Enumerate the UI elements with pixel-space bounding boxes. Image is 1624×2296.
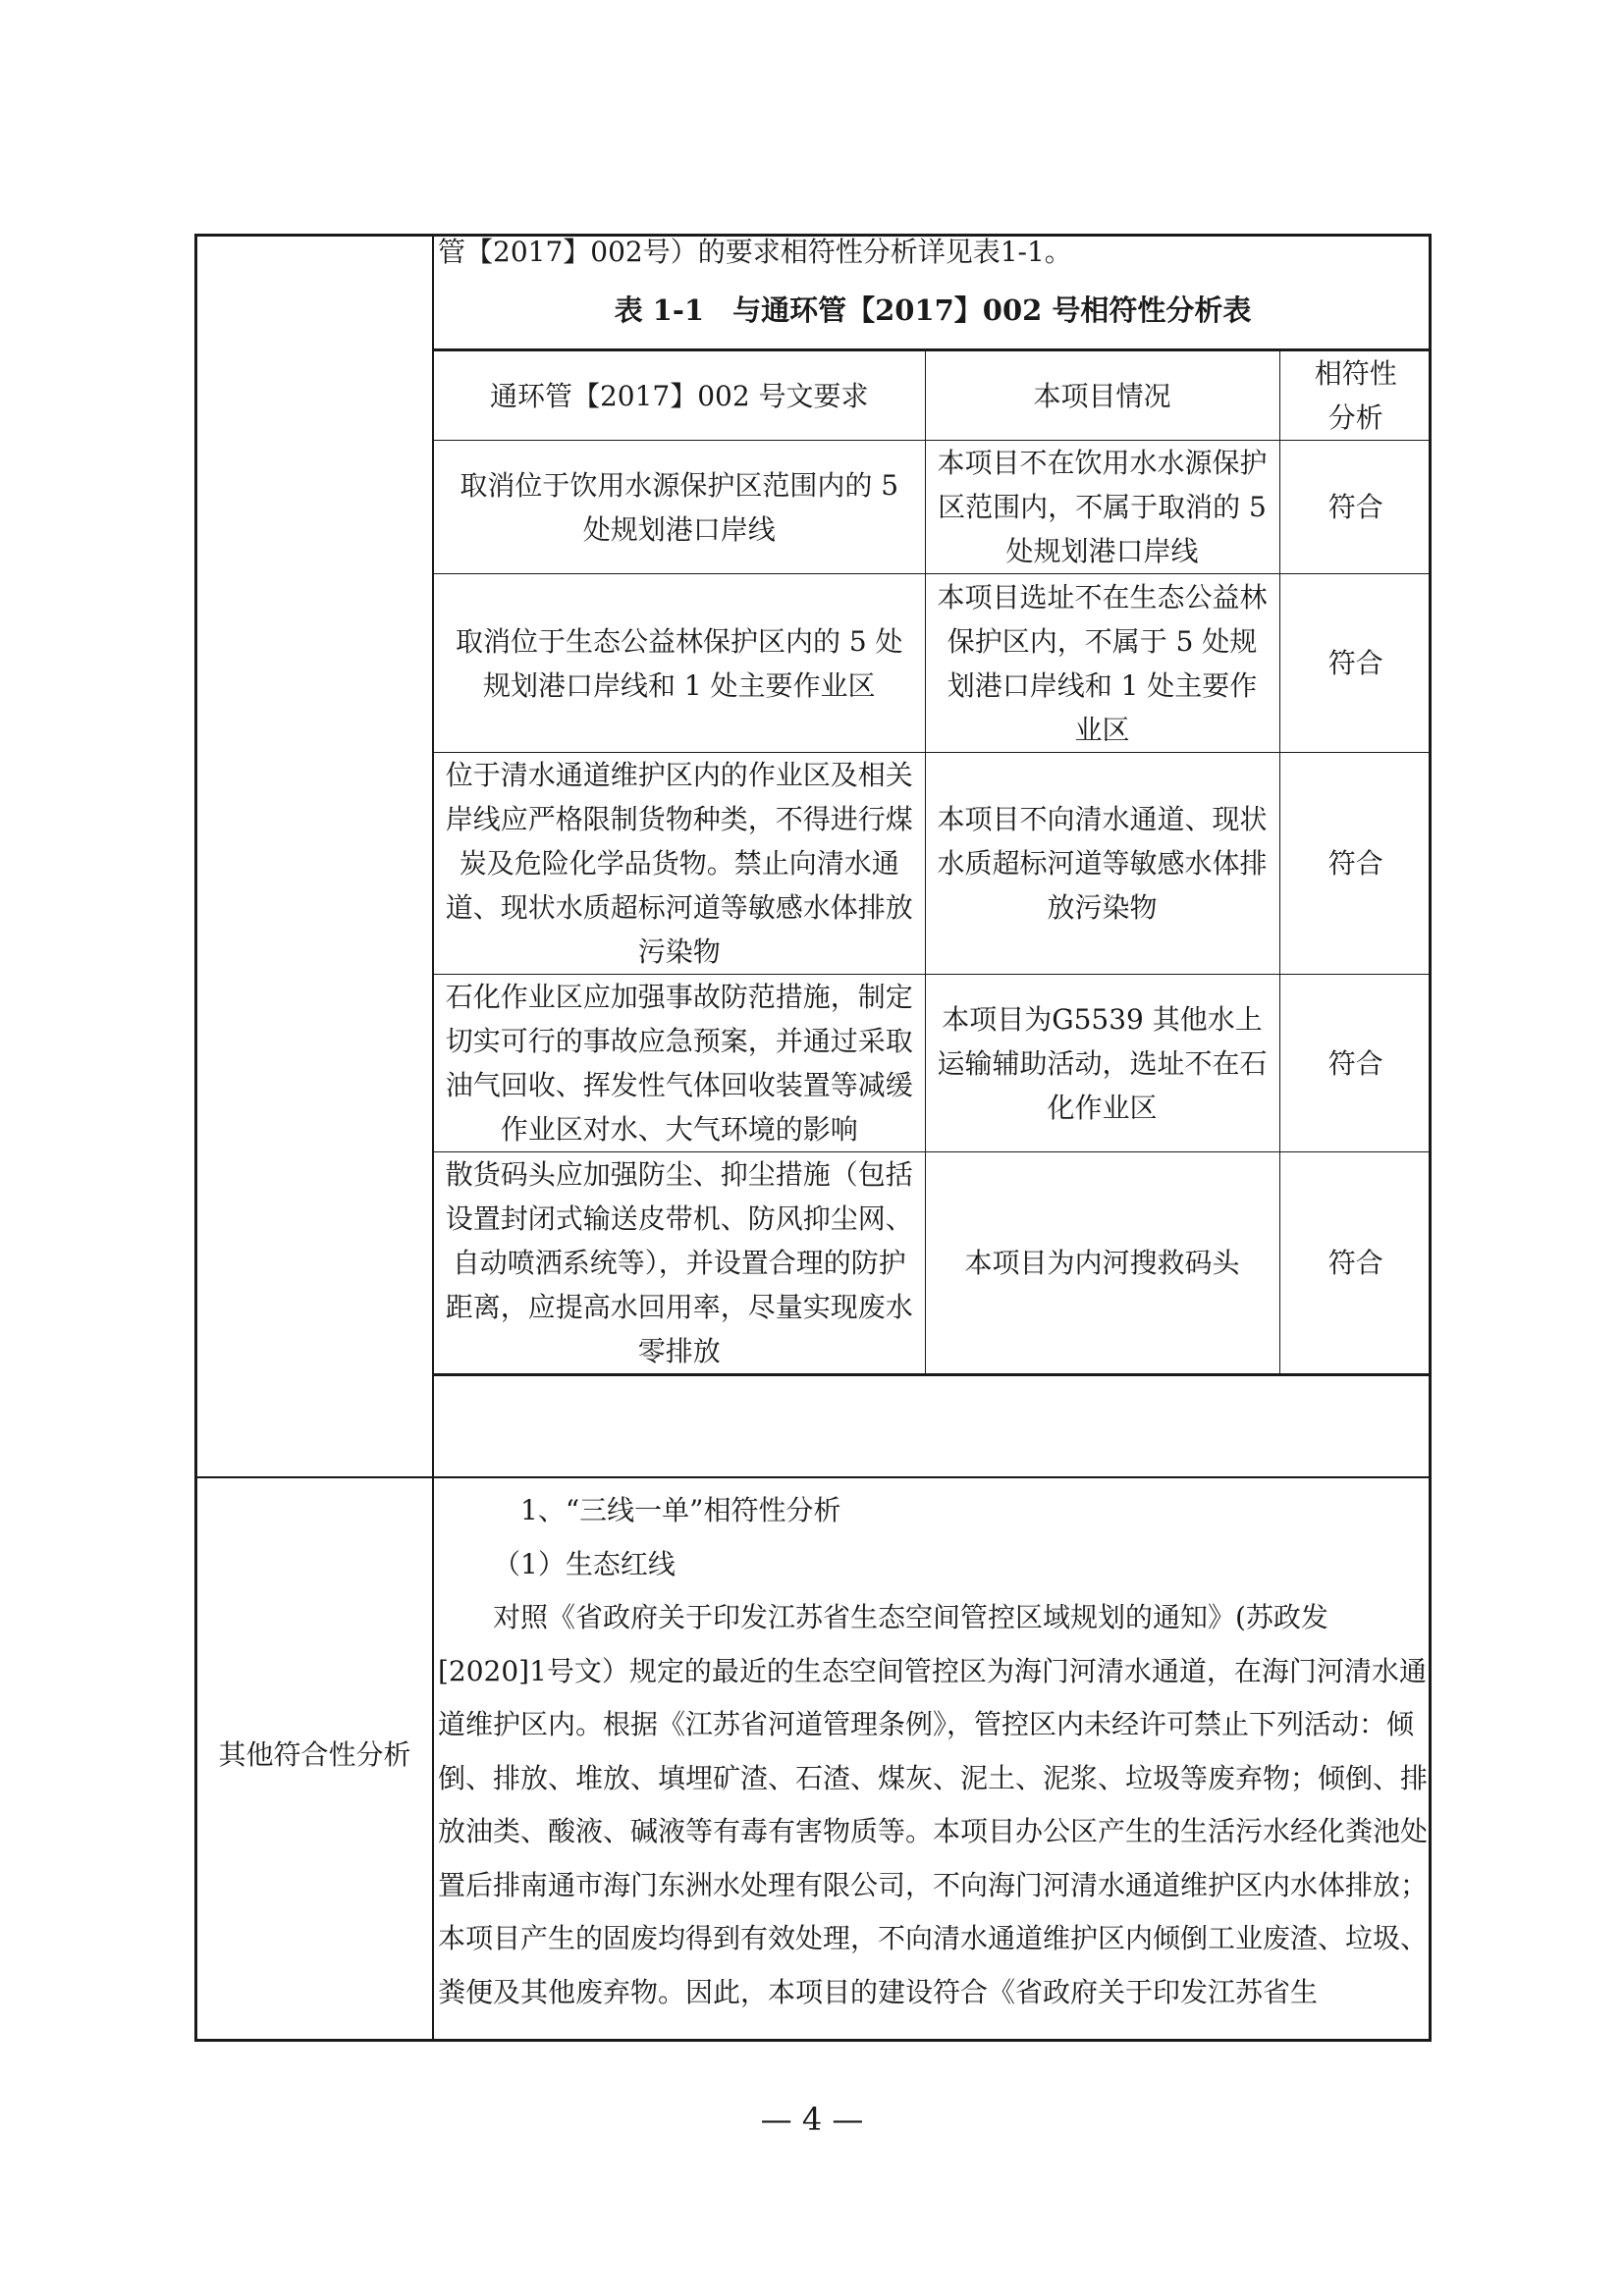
header-requirement: 通环管【2017】002 号文要求: [434, 350, 925, 441]
page-number: — 4 —: [760, 2101, 864, 2138]
row-situation: 本项目不向清水通道、现状水质超标河道等敏感水体排放污染物: [925, 753, 1279, 975]
row-requirement: 散货码头应加强防尘、抑尘措施（包括设置封闭式输送皮带机、防风抑尘网、自动喷洒系统等），并设置合理的防护距离，应提高水回用率，尽量实现废水零排放: [434, 1152, 925, 1375]
analysis-body: [438, 1484, 1432, 2019]
row-situation: 本项目为内河搜救码头: [925, 1152, 1279, 1375]
section-divider: [194, 1476, 1432, 1478]
row-result: 符合: [1279, 975, 1432, 1152]
subsection-heading: （1）生态红线: [493, 1547, 676, 1580]
row-situation: 本项目不在饮用水水源保护区范围内，不属于取消的 5 处规划港口岸线: [925, 441, 1279, 574]
table-row: [434, 441, 1432, 574]
row-result: 符合: [1279, 574, 1432, 753]
analysis-paragraph: 对照《省政府关于印发江苏省生态空间管控区域规划的通知》(苏政发[2020]1号文）规定的最近的生态空间管控区为海门河清水通道，在海门河清水通道维护区内。根据《江苏省河道管理条例》，管控区内未经许可禁止下列活动：倾倒、排放、堆放、填埋矿渣、石渣、煤灰、泥土、泥浆、垃圾等废弃物；倾倒、排放油类、酸液、碱液等有毒有害物质等。本项目办公区产生的生活污水经化粪池处置后排南通市海门东洲水处理有限公司，不向海门河清水通道维护区内水体排放；本项目产生的固废均得到有效处理，不向清水通道维护区内倾倒工业废渣、垃圾、粪便及其他废弃物。因此，本项目的建设符合《省政府关于印发江苏省生: [438, 1601, 1429, 2008]
row-requirement: 取消位于生态公益林保护区内的 5 处规划港口岸线和 1 处主要作业区: [434, 574, 925, 753]
table-row: [434, 975, 1432, 1152]
table-row: [434, 753, 1432, 975]
table-header-row: [434, 350, 1432, 441]
row-situation: 本项目选址不在生态公益林保护区内，不属于 5 处规划港口岸线和 1 处主要作业区: [925, 574, 1279, 753]
row-result: 符合: [1279, 441, 1432, 574]
row-requirement: 取消位于饮用水源保护区范围内的 5 处规划港口岸线: [434, 441, 925, 574]
row-situation: 本项目为G5539 其他水上运输辅助活动，选址不在石化作业区: [925, 975, 1279, 1152]
header-situation: 本项目情况: [925, 350, 1279, 441]
left-column-label: 其他符合性分析: [218, 1738, 411, 1771]
table-row: [434, 1152, 1432, 1375]
table-row: [434, 574, 1432, 753]
section-heading: 1、“三线一单”相符性分析: [520, 1494, 841, 1526]
compliance-table: [434, 348, 1432, 1376]
header-result: 相符性分析: [1279, 350, 1432, 441]
row-requirement: 石化作业区应加强事故防范措施，制定切实可行的事故应急预案，并通过采取油气回收、挥发性气体回收装置等减缓作业区对水、大气环境的影响: [434, 975, 925, 1152]
table-title: 表 1-1 与通环管【2017】002 号相符性分析表: [614, 294, 1252, 327]
row-result: 符合: [1279, 1152, 1432, 1375]
row-requirement: 位于清水通道维护区内的作业区及相关岸线应严格限制货物种类，不得进行煤炭及危险化学品货物。禁止向清水通道、现状水质超标河道等敏感水体排放污染物: [434, 753, 925, 975]
intro-line: 管【2017】002号）的要求相符性分析详见表1-1。: [438, 236, 1072, 268]
row-result: 符合: [1279, 753, 1432, 975]
